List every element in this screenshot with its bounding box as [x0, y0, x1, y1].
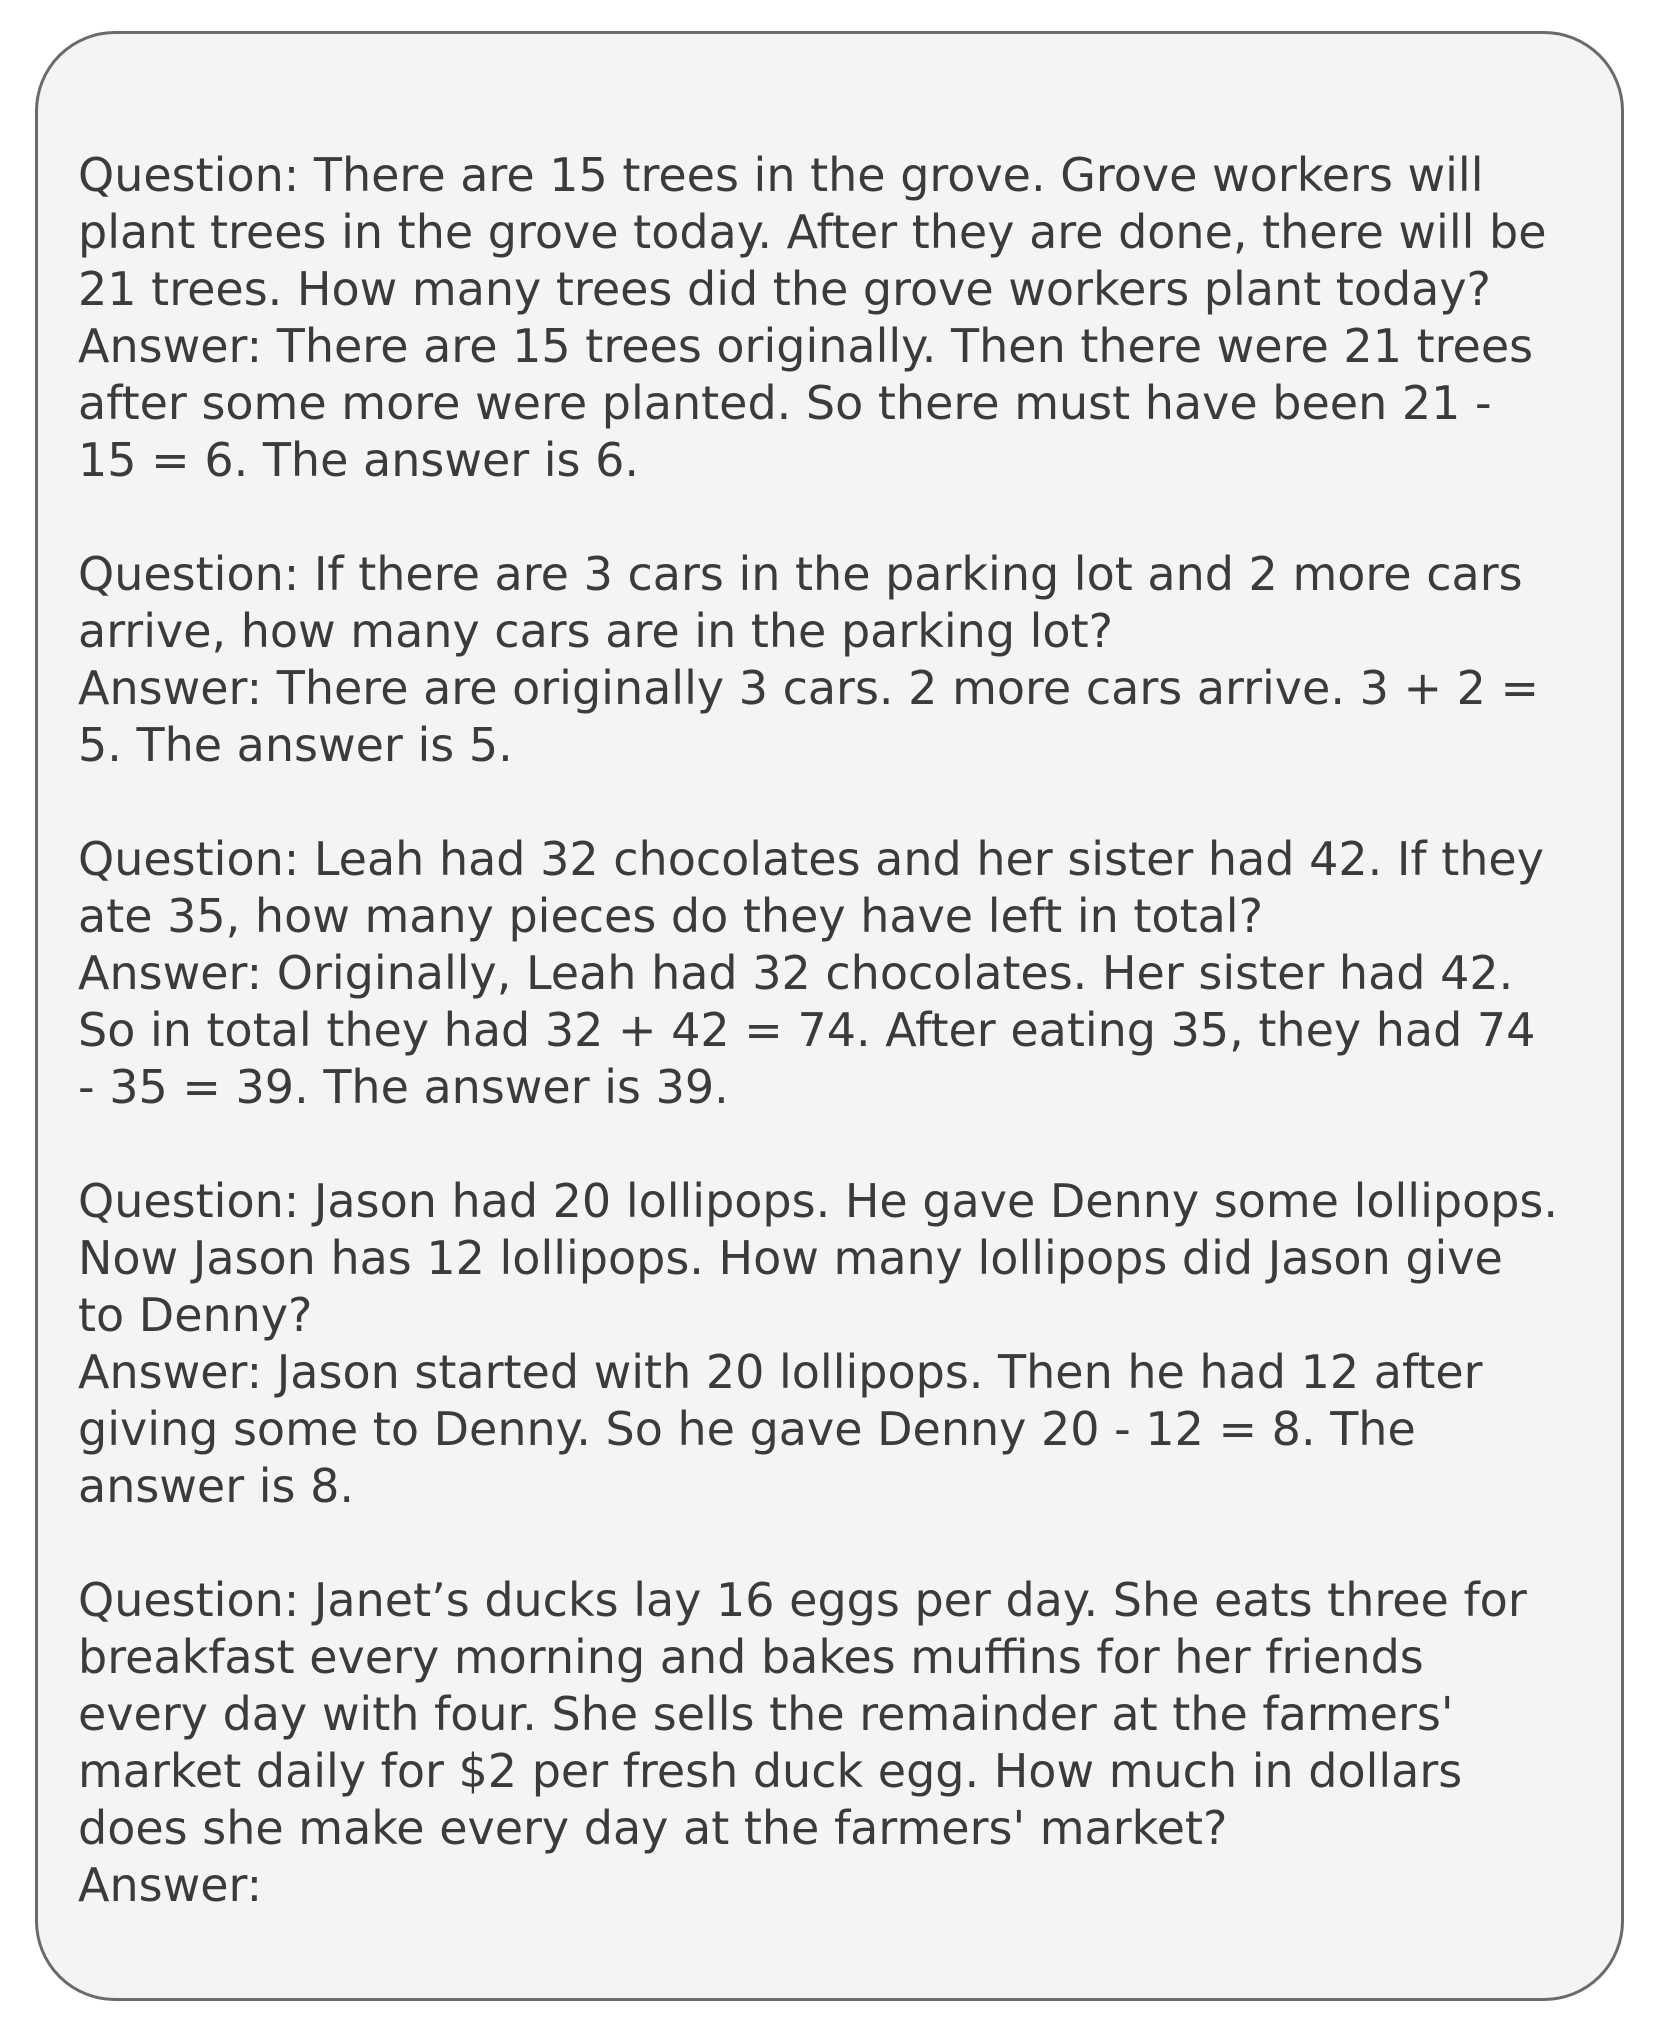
text-line: - 35 = 39. The answer is 39.	[78, 1060, 729, 1114]
text-line: ate 35, how many pieces do they have left in total?	[78, 889, 1263, 943]
text-line: after some more were planted. So there must have been 21 -	[78, 376, 1492, 430]
text-line: Question: Jason had 20 lollipops. He gave Denny some lollipops.	[78, 1174, 1558, 1228]
text-line: breakfast every morning and bakes muffins for her friends	[78, 1630, 1424, 1684]
prompt-panel	[35, 31, 1624, 2001]
text-line: giving some to Denny. So he gave Denny 20 - 12 = 8. The	[78, 1402, 1416, 1456]
text-line: Question: If there are 3 cars in the parking lot and 2 more cars	[78, 547, 1523, 601]
example-block-4	[78, 1173, 1653, 1515]
text-line: every day with four. She sells the remainder at the farmers'	[78, 1687, 1454, 1741]
example-block-2	[78, 546, 1653, 774]
text-line: Question: Leah had 32 chocolates and her sister had 42. If they	[78, 832, 1544, 886]
text-line: Question: There are 15 trees in the grove. Grove workers will	[78, 148, 1484, 202]
text-line: answer is 8.	[78, 1459, 355, 1513]
prompt-text	[78, 147, 1653, 1914]
example-block-5	[78, 1572, 1653, 1914]
text-line: Answer: Originally, Leah had 32 chocolates. Her sister had 42.	[78, 946, 1514, 1000]
text-line: 21 trees. How many trees did the grove workers plant today?	[78, 262, 1491, 316]
text-line: 5. The answer is 5.	[78, 718, 513, 772]
text-line: 15 = 6. The answer is 6.	[78, 433, 640, 487]
text-line: to Denny?	[78, 1288, 313, 1342]
text-line: plant trees in the grove today. After they are done, there will be	[78, 205, 1547, 259]
text-line: Answer: There are originally 3 cars. 2 more cars arrive. 3 + 2 =	[78, 661, 1540, 715]
text-line: market daily for $2 per fresh duck egg. How much in dollars	[78, 1744, 1463, 1798]
text-line: Answer: There are 15 trees originally. Then there were 21 trees	[78, 319, 1534, 373]
text-line: Question: Janet’s ducks lay 16 eggs per day. She eats three for	[78, 1573, 1527, 1627]
text-line: arrive, how many cars are in the parking lot?	[78, 604, 1114, 658]
example-block-1	[78, 147, 1653, 489]
text-line: Answer: Jason started with 20 lollipops. Then he had 12 after	[78, 1345, 1483, 1399]
text-line: So in total they had 32 + 42 = 74. After eating 35, they had 74	[78, 1003, 1536, 1057]
text-line: does she make every day at the farmers' market?	[78, 1801, 1228, 1855]
text-line: Now Jason has 12 lollipops. How many lollipops did Jason give	[78, 1231, 1503, 1285]
example-block-3	[78, 831, 1653, 1116]
text-line: Answer:	[78, 1858, 263, 1912]
